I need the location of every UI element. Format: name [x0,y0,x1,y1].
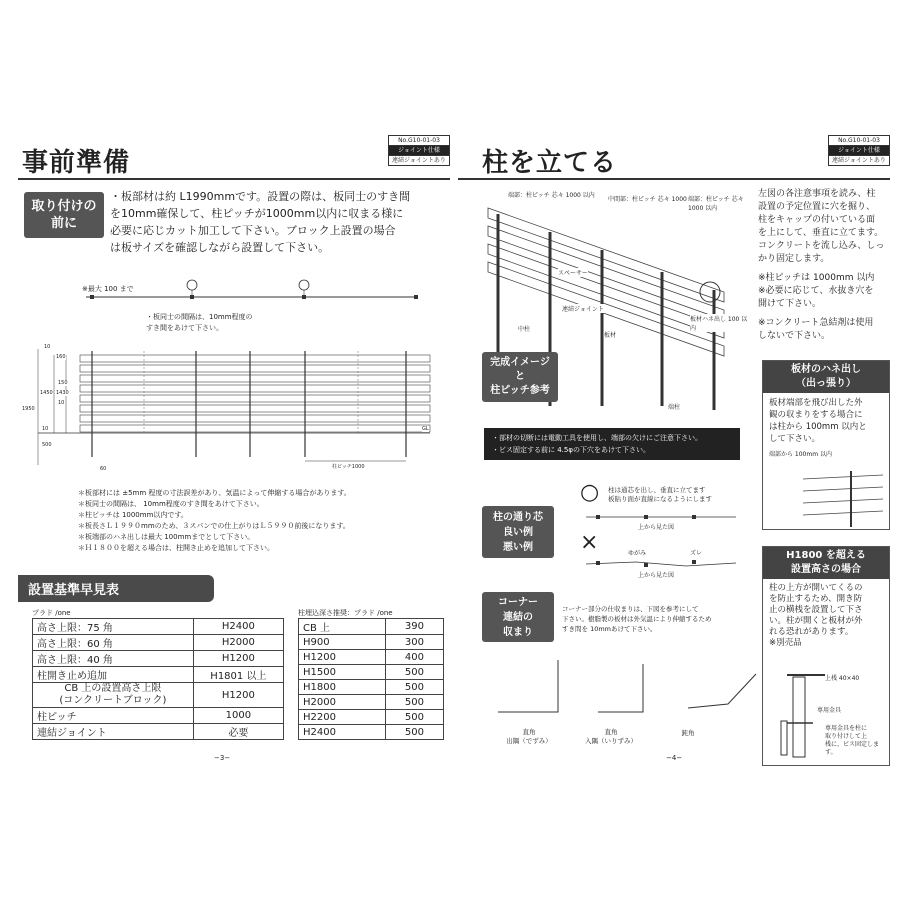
dim-label: 10 [42,426,49,432]
table-row [33,724,284,740]
complete-label-line: 柱ピッチ参考 [490,385,550,396]
standards-table [32,618,284,740]
instruction-note: ※柱ピッチは 1000mm 以内 [758,273,875,283]
overhang-line: 板材端部を飛び出した外 [769,398,863,408]
doc-number: No.G10-01-03 [828,135,890,146]
table-cell-value: H2400 [193,619,283,635]
corner-label-line: 連結の [503,611,533,623]
title-rule [458,178,890,180]
corner-case-outside: 直角 出隅（でずみ） [506,728,552,745]
instructions-text [758,188,890,343]
caution-line: ・部材の切断には電動工具を使用し、端部の欠けにご注意下さい。 [492,434,702,442]
table-cell-value: H1200 [193,683,283,708]
table-cell-value: 500 [385,665,443,680]
table-cell-label: H1800 [299,680,386,695]
center-label-line: 悪い例 [503,541,533,553]
intro-line: 必要に応じカット加工して下さい。ブロック上設置の場合 [110,224,396,237]
table-cell-label: H2000 [299,695,386,710]
table2-caption: 柱埋込深さ推奨：プラド /one [298,609,393,617]
table-row [299,635,444,650]
table-cell-value: 400 [385,650,443,665]
table-cell-label: 連結ジョイント [33,724,194,740]
intro-line: ・板部材は約 L1990mmです。設置の際は、板同士のすき間 [110,190,411,203]
table-cell-label: H2400 [299,725,386,740]
end-post-label: 端柱 [668,404,681,411]
table-cell-label: H1200 [299,650,386,665]
table-cell-label: H1500 [299,665,386,680]
table-cell-label: 高さ上限：60 角 [33,635,194,651]
overhang-figure [803,471,883,527]
gap-note-line: すき間をあけて下さい。 [146,324,223,332]
table-cell-value: H1200 [193,651,283,667]
intro-line: は板サイズを確認しながら設置して下さい。 [110,241,330,254]
h1800-line: ※別売品 [769,638,802,648]
corner-text [562,604,712,634]
table-row [33,651,284,667]
table-cell-label: CB 上 [299,619,386,635]
corner-text-line: すき間を 10mmあけて下さい。 [562,625,657,633]
bad-label-warp: ゆがみ [628,550,647,557]
table-cell-value: 500 [385,695,443,710]
instruction-line: を上にして、垂直に立てます。 [758,228,884,238]
table-cell-value: 1000 [193,708,283,724]
table-cell-value: 500 [385,725,443,740]
caution-line: ・ビス固定する前に 4.5φの下穴をあけて下さい。 [492,446,650,454]
embed-depth-table [298,618,444,740]
table-cell-label: 高さ上限：40 角 [33,651,194,667]
intro-text [110,188,450,256]
overhang-text [763,393,889,449]
instruction-line: コンクリートを流し込み、しっ [758,241,885,251]
table-row [299,710,444,725]
gap-note [146,312,253,334]
instruction-note: しないで下さい。 [758,331,831,341]
center-label-line: 良い例 [503,526,533,538]
dim-label: 160 [56,354,66,360]
box-title-line: H1800 を超える [786,550,866,561]
h1800-line: れる恐れがあります。 [769,627,854,637]
bad-view-label: 上から見た図 [638,572,675,579]
instruction-note: 開けて下さい。 [758,299,822,309]
h1800-label-line: 桟に、ビス固定します。 [825,741,880,756]
complete-image-label [482,352,558,402]
table-cell-label: 柱開き止め追加 [33,667,194,683]
max-note: ※最大 100 まで [82,285,134,293]
table-cell-value: 390 [385,619,443,635]
good-text-line: 柱は通芯を出し、垂直に立てます [608,486,706,494]
dim-label: 1430 [56,390,69,396]
good-example-text [608,486,712,504]
overhang-box-title [763,361,889,393]
page-number: −4− [666,754,683,762]
table1-caption: プラド /one [32,609,71,617]
h1800-label-line: 取り付けして上 [825,733,868,740]
h1800-line: 柱の上方が開いてくるの [769,583,863,593]
instruction-note: ※必要に応じて、水抜き穴を [758,286,874,296]
table-cell-value: H2000 [193,635,283,651]
note-item: ＊板端部のハネ出しは最大 100mmまでとして下さい。 [78,533,255,541]
table-cell-value: 必要 [193,724,283,740]
section-heading-standards: 設置基準早見表 [18,575,214,602]
bad-label-offset: ズレ [690,550,703,557]
corner-label-line: コーナー [498,596,538,608]
dim-label: 150 [58,380,68,386]
note-item: ＊板部材には ±5mm 程度の寸法誤差があり、気温によって伸縮する場合があります。 [78,489,351,497]
doc-number: No.G10-01-03 [388,135,450,146]
dim-label: 10 [58,400,65,406]
intro-label [24,192,104,238]
table-cell-label: H900 [299,635,386,650]
table-row [33,619,284,635]
box-title-line: （出っ張り） [796,378,856,389]
board-label: 板材 [604,332,617,339]
corner-text-line: コーナー部分の仕収まりは、下図を参考にして [562,605,699,613]
table-row [299,665,444,680]
table-row [299,680,444,695]
table-cell-label: H2200 [299,710,386,725]
instruction-line: 左図の各注意事項を読み、柱 [758,189,876,199]
table-cell-value: 500 [385,680,443,695]
table-cell-value: H1801 以上 [193,667,283,683]
table-row [299,619,444,635]
table-row [299,695,444,710]
note-item: ＊柱ピッチは 1000mm以内です。 [78,511,188,519]
doc-number-box [388,136,450,166]
corner-text-line: 下さい。樹脂製の板材は外気温により伸縮するため [562,615,712,623]
center-label-line: 柱の通り芯 [493,511,543,523]
good-plan-figure [586,512,736,522]
h1800-line: を防止するため、開き防 [769,594,863,604]
h1800-label-rail: 上桟 40×40 [825,675,860,682]
doc-number-box [828,136,890,166]
h1800-figure [773,671,833,761]
table-row [299,650,444,665]
dim-label: 1950 [22,406,35,412]
overhang-fig-label: 端部から 100mm 以内 [769,451,832,458]
left-page [18,130,450,770]
doc-variant: 連結ジョイントあり [388,155,450,166]
table-cell-label: 柱ピッチ [33,708,194,724]
overhang-line: 観の収まりをする場合に [769,410,863,420]
doc-spec: ジョイント仕様 [388,145,450,156]
table-cell-label: 高さ上限：75 角 [33,619,194,635]
instruction-line: かり固定します。 [758,254,830,264]
dim-label: 1450 [40,390,53,396]
right-page [458,130,890,770]
instruction-line: 柱をキャップの付いている面 [758,215,876,225]
joint-label: 連結ジョイント [562,306,604,313]
overhang-box [762,360,890,530]
caution-box [484,428,740,460]
spacer-label: スペーサー [558,270,589,277]
doc-variant: 連結ジョイントあり [828,155,890,166]
overhang-line: して下さい。 [769,434,821,444]
bad-example-icon: × [580,530,599,555]
table-cell-value: 500 [385,710,443,725]
bad-plan-figure [586,558,736,570]
good-example-icon: ○ [580,480,600,505]
h1800-label-line: 専用金具を柱に [825,725,868,732]
callout-end-pitch: 端部：柱ピッチ 芯々 1000 以内 [508,190,598,199]
corner-label [482,592,554,642]
intro-line: を10mm確保して、柱ピッチが1000mm以内に収まる様に [110,207,404,220]
middle-post-label: 中柱 [518,326,531,333]
h1800-text [763,579,889,653]
instruction-line: 設置の予定位置に穴を掘り、 [758,202,876,212]
corner-case-inside: 直角 入隅（いりずみ） [585,728,637,745]
corner-case-obtuse: 鈍角 [681,729,695,737]
box-title-line: 板材のハネ出し [791,364,861,375]
table-cell-label: CB 上の設置高さ上限 (コンクリートブロック) [33,683,194,708]
notes-list [78,488,450,554]
intro-label-line: 取り付けの [31,199,97,214]
gap-note-line: ・板同士の間隔は、10mm程度の [146,313,253,321]
h1800-box [762,546,890,766]
plan-view-diagram [78,275,418,315]
h1800-line: い。柱が開くと板材が外 [769,616,863,626]
good-view-label: 上から見た図 [638,524,675,531]
page-title: 事前準備 [22,148,131,178]
note-item: ＊板長さＬ１９９０mmのため、３スパンでの仕上がりはＬ５９９０前後になります。 [78,522,350,530]
note-item: ＊Ｈ１８００を超える場合は、柱開き止めを追加して下さい。 [78,544,274,552]
corner-figures [498,660,758,720]
table-row [33,683,284,708]
callout-end-pitch-2: 端部：柱ピッチ 芯々 1000 以内 [688,194,754,212]
doc-spec: ジョイント仕様 [828,145,890,156]
note-item: ＊板同士の間隔は、 10mm程度のすき間をあけて下さい。 [78,500,264,508]
box-title-line: 設置高さの場合 [791,564,861,575]
complete-label-line: と [515,371,525,382]
h1800-line: 止の横桟を設置して下さ [769,605,863,615]
dim-label: 500 [42,442,52,448]
intro-label-line: 前に [50,216,77,231]
ground-label: GL [422,426,429,432]
pitch-label: 柱ピッチ1000 [332,464,365,470]
dim-label: 10 [44,344,51,350]
complete-label-line: 完成イメージ [490,357,550,368]
elevation-diagram [18,345,450,475]
h1800-label-instruction [825,725,889,757]
dim-label: 60 [100,466,107,472]
callout-middle-pitch: 中間部：柱ピッチ 芯々 1000 [608,196,687,203]
table-row [299,725,444,740]
instruction-note: ※コンクリート急結剤は使用 [758,318,874,328]
table-row [33,667,284,683]
overhang-line: は柱から 100mm 以内と [769,422,867,432]
page-number: −3− [214,754,231,762]
table-row [33,635,284,651]
title-rule [18,178,450,180]
good-text-line: 板貼り面が直線になるようにします [608,495,712,503]
center-line-label [482,506,554,558]
h1800-box-title [763,547,889,579]
table-cell-value: 300 [385,635,443,650]
overhang-label: 板材ハネ出し 100 以内 [690,314,752,332]
h1800-label-bracket: 専用金具 [817,707,842,714]
page-title: 柱を立てる [482,148,618,178]
table-row [33,708,284,724]
corner-label-line: 収まり [503,626,533,638]
